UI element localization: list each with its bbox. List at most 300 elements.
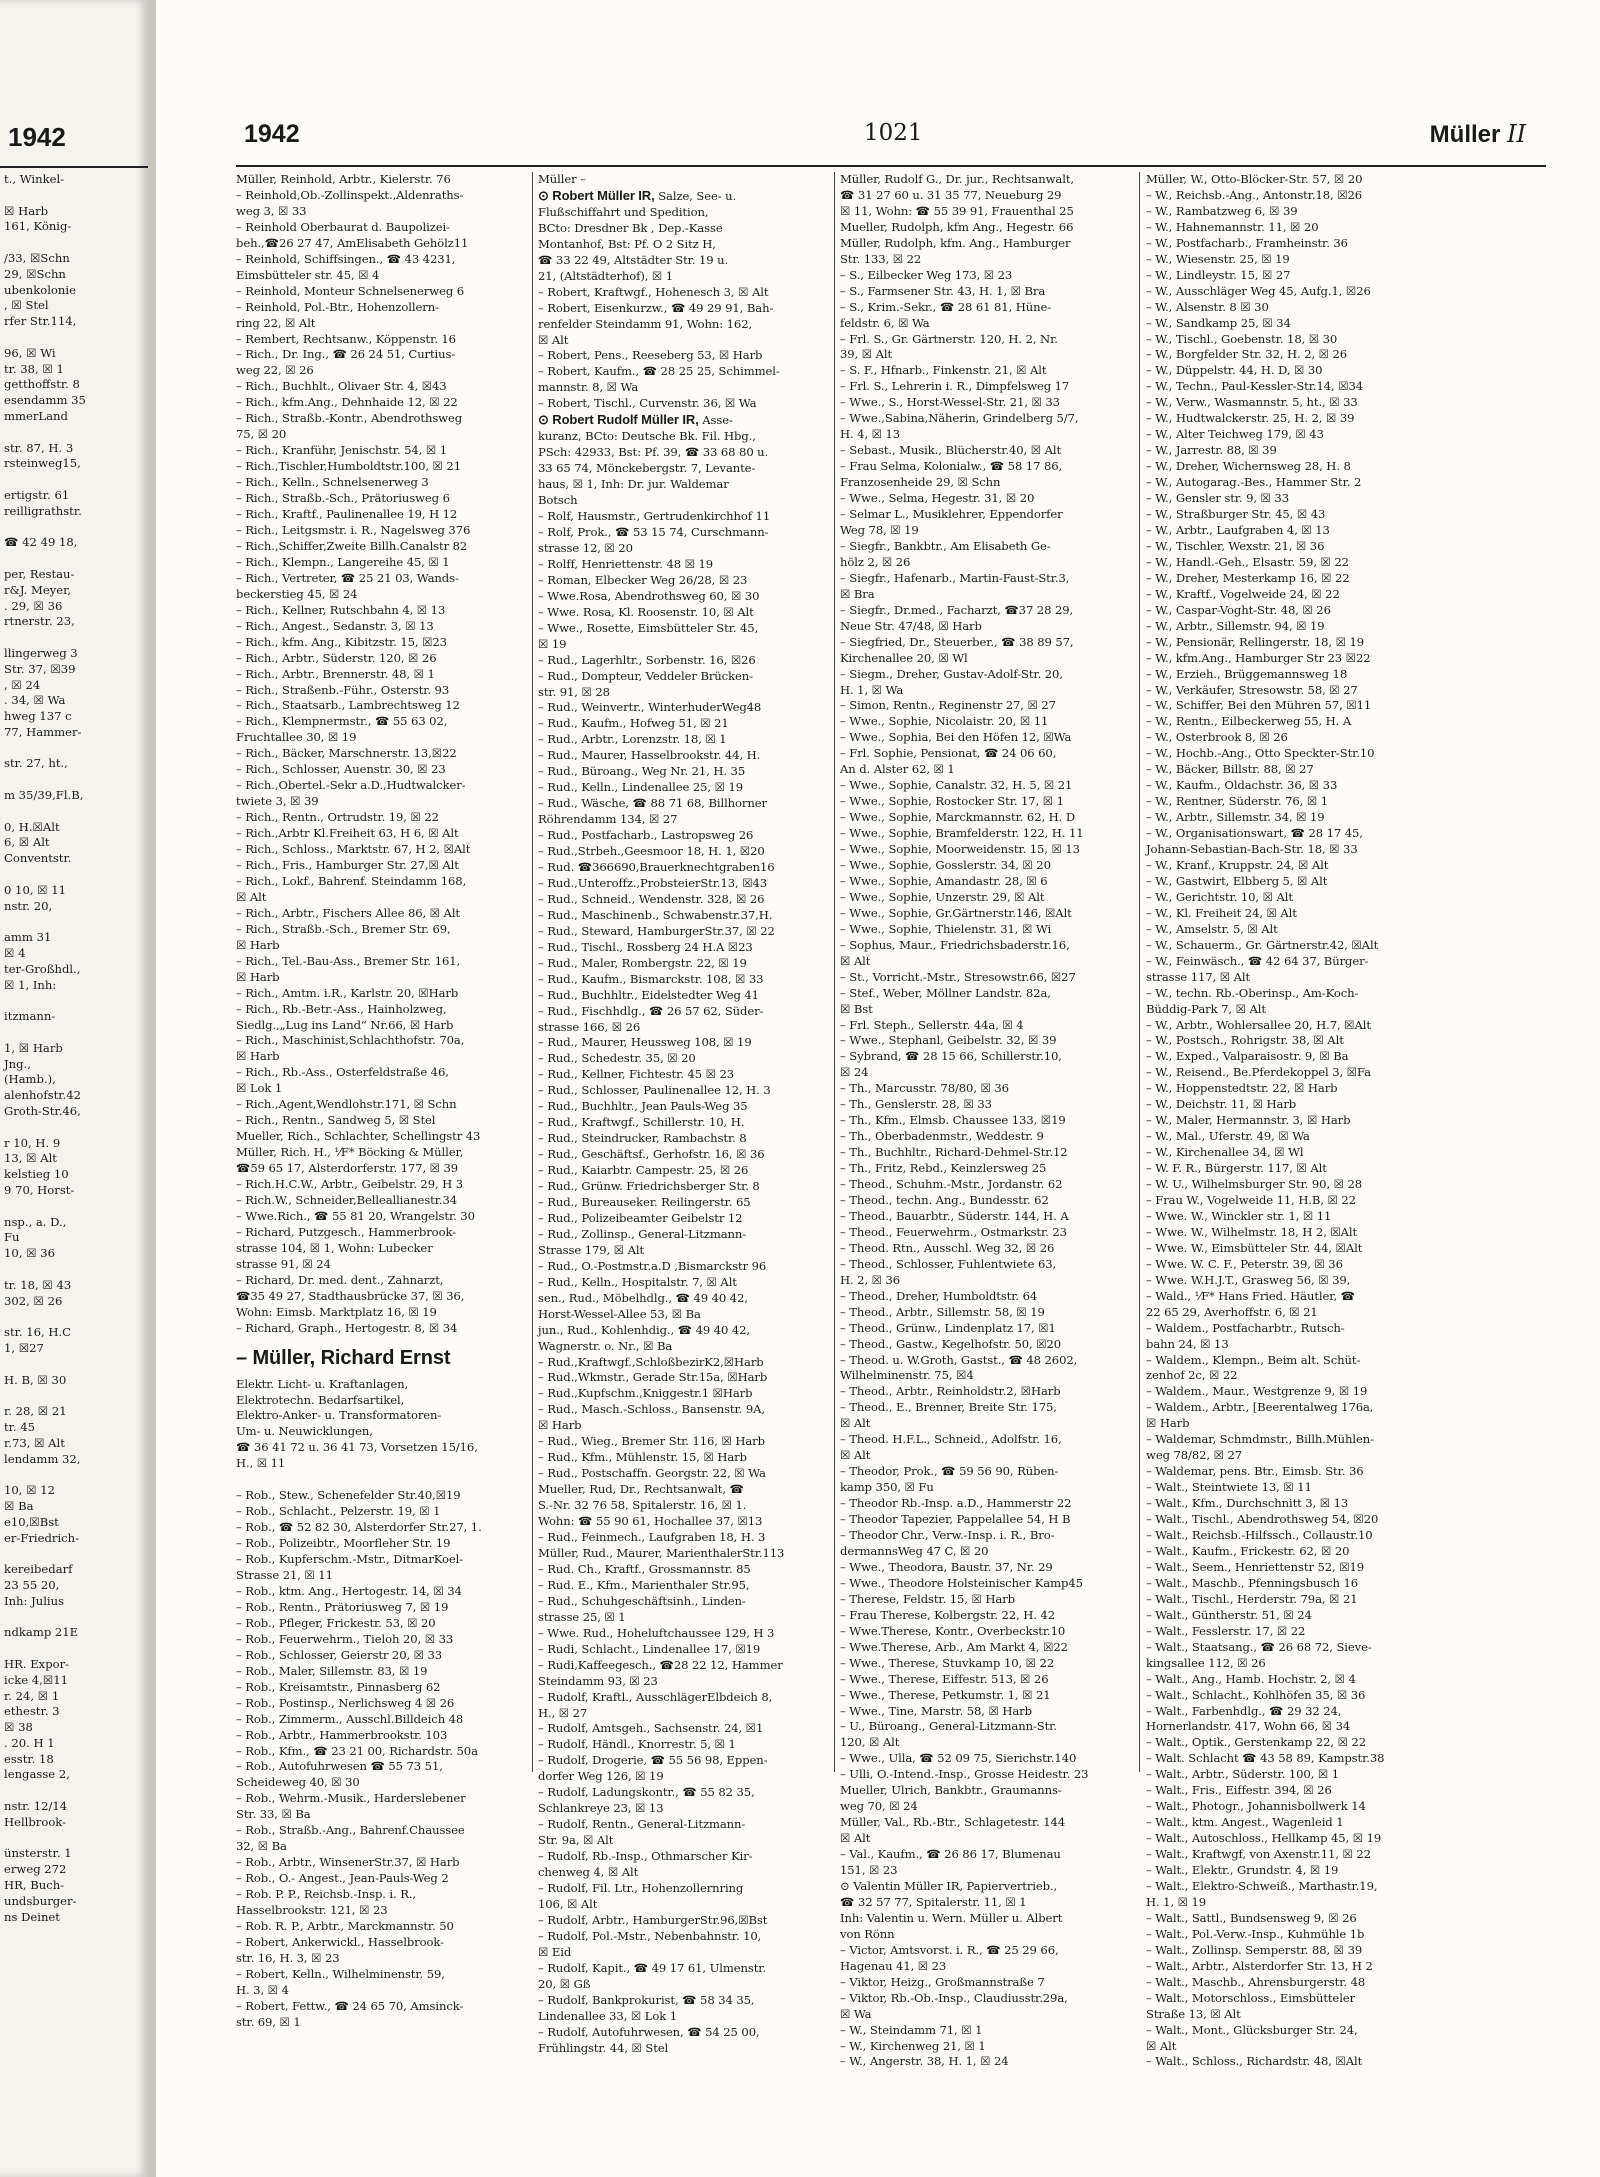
directory-entry-line: Müller, Reinhold, Arbtr., Kielerstr. 76: [236, 172, 451, 186]
directory-entry-line: – W., Kaufm., Oldachstr. 36, ☒ 33: [1146, 778, 1338, 793]
directory-entry-line: – Rudolf, Händl., Knorrestr. 5, ☒ 1: [538, 1737, 736, 1752]
directory-entry-line: – W., Dreher, Wichernsweg 28, H. 8: [1146, 459, 1351, 474]
directory-entry-line: – W., Rentn., Eilbeckerweg 55, H. A: [1146, 714, 1352, 729]
directory-entry-line: – Waldemar, pens. Btr., Eimsb. Str. 36: [1146, 1464, 1364, 1479]
directory-entry-line: – Walt., Kaufm., Frickestr. 62, ☒ 20: [1146, 1543, 1350, 1558]
directory-entry-line: – Rud.,Wkmstr., Gerade Str.15a, ☒Harb: [538, 1370, 768, 1385]
directory-entry-line: – W., Sandkamp 25, ☒ 34: [1146, 315, 1291, 330]
directory-entry-line: – W., Dreher, Mesterkamp 16, ☒ 22: [1146, 570, 1350, 585]
directory-entry-line: ☒ Alt: [538, 332, 569, 347]
facing-page-line: m 35/39,Fl.B,: [4, 788, 84, 803]
column-divider: [834, 172, 835, 1772]
directory-entry-line: H. 1, ☒ Wa: [840, 682, 904, 697]
directory-entry-line: jun., Rud., Kohlenhdig., ☎ 49 40 42,: [538, 1322, 751, 1337]
directory-entry-line: – Rich., Tel.-Bau-Ass., Bremer Str. 161,: [236, 953, 461, 968]
facing-page-line: Inh: Julius: [4, 1593, 65, 1608]
directory-entry-line: – Rud.,Kraftwgf.,SchloßbezirK2,☒Harb: [538, 1354, 764, 1369]
facing-page-line: . 34, ☒ Wa: [4, 693, 66, 708]
facing-page-line: ubenkolonie: [4, 282, 76, 297]
directory-entry-line: – Rich., Klempnermstr., ☎ 55 63 02,: [236, 714, 448, 729]
directory-entry-line: ☒ 11, Wohn: ☎ 55 39 91, Frauenthal 25: [840, 203, 1074, 218]
directory-entry-line: feldstr. 6, ☒ Wa: [840, 315, 930, 330]
column-1: [236, 172, 528, 2029]
facing-page-line: [4, 1610, 144, 1626]
directory-entry-line: – Rob., Feuerwehrm., Tieloh 20, ☒ 33: [236, 1631, 454, 1646]
directory-entry-line: bahn 24, ☒ 13: [1146, 1336, 1229, 1351]
directory-entry-line: – Rud., Bureauseker. Reilingerstr. 65: [538, 1195, 751, 1209]
facing-page-line: [4, 235, 144, 251]
facing-page-line: [4, 867, 144, 883]
directory-entry-line: – Wwe.,Sabina,Näherin, Grindelberg 5/7,: [840, 411, 1079, 426]
directory-entry-line: – Rud. ☎366690,Brauerknechtgraben16: [538, 859, 775, 874]
facing-page-line: ertigstr. 61: [4, 487, 70, 502]
directory-entry-line: Hagenau 41, ☒ 23: [840, 1958, 947, 1973]
directory-entry-line: – W., Reichsb.-Ang., Antonstr.18, ☒26: [1146, 187, 1363, 202]
facing-page-line: kelstieg 10: [4, 1167, 69, 1182]
directory-entry-line: – Rudi,Kaffeegesch., ☎28 22 12, Hammer: [538, 1657, 783, 1672]
facing-page-line: hweg 137 c: [4, 709, 72, 724]
directory-entry-line: ☒ 19: [538, 636, 567, 651]
directory-entry-line: – Wwe., Sophie, Rostocker Str. 17, ☒ 1: [840, 794, 1064, 809]
directory-entry-line: – Rich., Arbtr., Fischers Allee 86, ☒ Alt: [236, 905, 460, 920]
directory-entry-line: – Walt., Kfm., Durchschnitt 3, ☒ 13: [1146, 1496, 1349, 1511]
directory-entry-line: – Rudolf, Pol.-Mstr., Nebenbahnstr. 10,: [538, 1928, 762, 1943]
directory-entry-line: – Rich., Rb.-Ass., Osterfeldstraße 46,: [236, 1065, 449, 1080]
directory-entry-line: – S., Krim.-Sekr., ☎ 28 61 81, Hüne-: [840, 299, 1052, 314]
directory-entry-line: ☒ Harb: [236, 969, 280, 984]
directory-entry-line: – Wwe. W., Wilhelmstr. 18, H 2, ☒Alt: [1146, 1224, 1358, 1239]
page-number: 1021: [864, 120, 923, 146]
directory-entry-line: – Robert, Eisenkurzw., ☎ 49 29 91, Bah-: [538, 300, 774, 315]
directory-entry-line: – Rudi, Schlacht., Lindenallee 17, ☒19: [538, 1641, 761, 1656]
directory-entry-line: – Theodor, Prok., ☎ 59 56 90, Rüben-: [840, 1464, 1059, 1479]
directory-entry-line: – Wald., ⅟F* Hans Fried. Häutler, ☎: [1146, 1288, 1355, 1303]
directory-entry-line: – Rud., Wäsche, ☎ 88 71 68, Billhorner: [538, 796, 767, 811]
directory-entry-line: – Stef., Weber, Möllner Landstr. 82a,: [840, 985, 1051, 1000]
directory-entry-line: – Wwe., Sophie, Marckmannstr. 62, H. D: [840, 810, 1076, 825]
directory-entry-line: – W., Verkäufer, Stresowstr. 58, ☒ 27: [1146, 682, 1358, 697]
facing-page-line: er-Friedrich-: [4, 1530, 80, 1545]
directory-entry-line: Botsch: [538, 493, 578, 508]
facing-page-line: Hellbrook-: [4, 1814, 67, 1829]
directory-entry-line: – Walt., Tischl., Herderstr. 79a, ☒ 21: [1146, 1591, 1358, 1606]
directory-entry-line: – Rolff, Henriettenstr. 48 ☒ 19: [538, 556, 714, 571]
facing-page-line: reilligrathstr.: [4, 503, 82, 518]
directory-entry-line: – S., Eilbecker Weg 173, ☒ 23: [840, 267, 1013, 282]
book-gutter: [148, 0, 156, 2177]
directory-entry-line: – W. F. R., Bürgerstr. 117, ☒ Alt: [1146, 1161, 1327, 1176]
directory-entry-line: Str. 133, ☒ 22: [840, 251, 922, 266]
directory-entry-line: – Frl. S., Gr. Gärtnerstr. 120, H. 2, Nr.: [840, 331, 1058, 346]
directory-entry-line: – Rud., Büroang., Weg Nr. 21, H. 35: [538, 764, 746, 779]
directory-entry-line: – Rud., Maurer, Heussweg 108, ☒ 19: [538, 1035, 752, 1050]
directory-entry-line: – Rich., Kranführ, Jenischstr. 54, ☒ 1: [236, 443, 448, 458]
facing-page-line: [4, 630, 144, 646]
header-rule: [236, 165, 1546, 167]
directory-entry-line: – W., Reisend., Be.Pferdekoppel 3, ☒Fa: [1146, 1065, 1371, 1080]
directory-entry-line: – W., Bäcker, Billstr. 88, ☒ 27: [1146, 762, 1314, 777]
directory-entry-line: ☒ Harb: [236, 937, 280, 952]
facing-page-line: amm 31: [4, 930, 52, 945]
directory-entry-line: – Siegm., Dreher, Gustav-Adolf-Str. 20,: [840, 666, 1063, 681]
directory-entry-line: 39, ☒ Alt: [840, 347, 893, 362]
directory-entry-line: ☎ 36 41 72 u. 36 41 73, Vorsetzen 15/16,: [236, 1440, 478, 1455]
directory-entry-line: – Rich., Staatsarb., Lambrechtsweg 12: [236, 698, 460, 713]
directory-entry-line: – Wwe. W., Winckler str. 1, ☒ 11: [1146, 1208, 1332, 1223]
directory-entry-line: – Theod. u. W.Groth, Gastst., ☎ 48 2602,: [840, 1352, 1078, 1367]
directory-entry-line: – Walt., Arbtr., Süderstr. 100, ☒ 1: [1146, 1767, 1339, 1782]
directory-entry-line: Weg 78, ☒ 19: [840, 522, 919, 537]
directory-entry-line: ☒ Bra: [840, 586, 875, 601]
column-divider: [532, 172, 533, 1772]
directory-entry-line: – Rud., Lagerhltr., Sorbenstr. 16, ☒26: [538, 652, 756, 667]
directory-entry-line: 20, ☒ Gß: [538, 1976, 591, 1991]
directory-entry-line: Flußschiffahrt und Spedition,: [538, 204, 709, 219]
directory-entry-line: – Rob., Postinsp., Nerlichsweg 4 ☒ 26: [236, 1695, 455, 1710]
directory-entry-line: – Wwe., Sophie, Amandastr. 28, ☒ 6: [840, 873, 1048, 888]
directory-entry-line: – Walt., Elektro-Schweiß., Marthastr.19,: [1146, 1878, 1378, 1893]
directory-entry-line: – Walt., Fesslerstr. 17, ☒ 22: [1146, 1623, 1306, 1638]
directory-entry-line: – Wwe. W.H.J.T., Grasweg 56, ☒ 39,: [1146, 1272, 1351, 1287]
directory-entry-line: – W., Organisationswart, ☎ 28 17 45,: [1146, 826, 1363, 841]
directory-entry-line: – W., Hoppenstedtstr. 22, ☒ Harb: [1146, 1081, 1338, 1096]
directory-entry-line: Wohn: ☎ 55 90 61, Hochallee 37, ☒13: [538, 1514, 763, 1529]
directory-entry-line: – Rud., Weinvertr., WinterhuderWeg48: [538, 700, 762, 715]
directory-entry-line: – Rich., Straßb.-Sch., Prätoriusweg 6: [236, 491, 450, 506]
facing-page-line: icke 4,☒11: [4, 1672, 68, 1687]
directory-entry-line: – Rud.,Kupfschm.,Kniggestr.1 ☒Harb: [538, 1386, 753, 1401]
directory-entry-line: – Theod., Dreher, Humboldtstr. 64: [840, 1288, 1038, 1303]
directory-entry-line: S.-Nr. 32 76 58, Spitalerstr. 16, ☒ 1.: [538, 1498, 747, 1513]
directory-entry-line: – W., Verw., Wasmannstr. 5, ht., ☒ 33: [1146, 395, 1358, 410]
facing-page-line: nstr. 12/14: [4, 1799, 68, 1814]
directory-entry-line: – Wwe.Rosa, Abendrothsweg 60, ☒ 30: [538, 588, 760, 603]
directory-entry-line: – W., Gastwirt, Elbberg 5, ☒ Alt: [1146, 873, 1328, 888]
directory-entry-line: weg 78/82, ☒ 27: [1146, 1448, 1243, 1463]
directory-entry-line: – Rud., Kaufm., Bismarckstr. 108, ☒ 33: [538, 971, 764, 986]
directory-entry-line: – W., Alsenstr. 8 ☒ 30: [1146, 299, 1269, 314]
directory-entry-line: – W., Hochb.-Ang., Otto Speckter-Str.10: [1146, 746, 1375, 761]
directory-entry-line: str. 16, H. 3, ☒ 23: [236, 1950, 340, 1965]
directory-entry-line: – W., Straßburger Str. 45, ☒ 43: [1146, 507, 1326, 522]
facing-page-line: tr. 38, ☒ 1: [4, 361, 64, 376]
directory-entry-line: – Rolf, Hausmstr., Gertrudenkirchhof 11: [538, 509, 771, 524]
directory-entry-line: 21, (Altstädterhof), ☒ 1: [538, 268, 674, 283]
directory-entry-line: – Sophus, Maur., Friedrichsbaderstr.16,: [840, 937, 1070, 952]
directory-entry-line: – Rud., Geschäftsf., Gerhofstr. 16, ☒ 36: [538, 1147, 765, 1162]
directory-entry-line: mannstr. 8, ☒ Wa: [538, 380, 639, 395]
facing-page-line: 1, ☒27: [4, 1340, 44, 1355]
directory-entry-line: – W., Kirchenallee 34, ☒ Wl: [1146, 1145, 1304, 1160]
directory-entry-line: dorfer Weg 126, ☒ 19: [538, 1769, 664, 1784]
directory-entry-line: Um- u. Neuwicklungen,: [236, 1424, 373, 1439]
directory-entry-line: – Rud., Feinmech., Laufgraben 18, H. 3: [538, 1530, 766, 1545]
directory-entry-line: strasse 12, ☒ 20: [538, 540, 633, 555]
directory-entry-line: – S., Farmsener Str. 43, H. 1, ☒ Bra: [840, 283, 1046, 298]
directory-entry-line: – Walt., Photogr., Johannisbollwerk 14: [1146, 1799, 1366, 1814]
directory-entry-line: – Theodor Tapezier, Pappelallee 54, H B: [840, 1512, 1071, 1527]
directory-entry-line: – W., Ausschläger Weg 45, Aufg.1, ☒26: [1146, 283, 1371, 298]
directory-entry-line: – Walt., Motorschloss., Eimsbütteler: [1146, 1990, 1356, 2005]
directory-entry-line: – Theod., Arbtr., Reinholdstr.2, ☒Harb: [840, 1384, 1061, 1399]
facing-page-line: llingerweg 3: [4, 645, 78, 660]
directory-entry-line: – Rich., Schloss., Marktstr. 67, H 2, ☒Alt: [236, 842, 471, 857]
directory-entry-line: – Rob., Stew., Schenefelder Str.40,☒19: [236, 1488, 461, 1503]
directory-entry-line: – Reinhold, Pol.-Btr., Hohenzollern-: [236, 299, 439, 314]
directory-entry-line: – Walt., Seem., Henriettenstr 52, ☒19: [1146, 1559, 1365, 1574]
facing-page-line: , ☒ Stel: [4, 298, 49, 313]
facing-page-line: [4, 1546, 144, 1562]
facing-page-line: [4, 741, 144, 757]
directory-entry-line: – Waldem., Maur., Westgrenze 9, ☒ 19: [1146, 1384, 1368, 1399]
directory-entry-line: strasse 91, ☒ 24: [236, 1256, 331, 1271]
directory-entry-line: – Rich.,Arbtr Kl.Freiheit 63, H 6, ☒ Alt: [236, 826, 459, 841]
facing-page-rule: [0, 166, 148, 168]
directory-entry-line: – W., Kirchenweg 21, ☒ 1: [840, 2038, 986, 2053]
directory-entry-line: – Val., Kaufm., ☎ 26 86 17, Blumenau: [840, 1847, 1061, 1862]
directory-entry-line: – Waldem., Postfacharbtr., Rutsch-: [1146, 1320, 1345, 1335]
directory-entry-line: – Frl. Steph., Sellerstr. 44a, ☒ 4: [840, 1017, 1024, 1032]
directory-entry-line: Wagnerstr. o. Nr., ☒ Ba: [538, 1338, 673, 1353]
directory-entry-line: – W., Arbtr., Laufgraben 4, ☒ 13: [1146, 522, 1330, 537]
directory-entry-line: – Richard, Dr. med. dent., Zahnarzt,: [236, 1272, 444, 1287]
directory-entry-line: Frühlingstr. 44, ☒ Stel: [538, 2040, 669, 2055]
directory-entry-line: – Rud., Kraftwgf., Schillerstr. 10, H.: [538, 1115, 745, 1130]
directory-entry-line: Müller, Val., Rb.-Btr., Schlagetestr. 144: [840, 1815, 1066, 1830]
directory-entry-line: strasse 104, ☒ 1, Wohn: Lubecker: [236, 1240, 433, 1255]
directory-entry-line: – Rud., Kelln., Lindenallee 25, ☒ 19: [538, 780, 744, 795]
directory-entry-line: Scheideweg 40, ☒ 30: [236, 1775, 360, 1790]
facing-page-line: [4, 1357, 144, 1373]
directory-entry-line: – W., Angerstr. 38, H. 1, ☒ 24: [840, 2054, 1009, 2069]
directory-entry-line: – Viktor, Rb.-Ob.-Insp., Claudiusstr.29a,: [840, 1990, 1068, 2005]
directory-entry-line: Müller, Rud., Maurer, MarienthalerStr.113: [538, 1545, 785, 1560]
directory-entry-line: – W., Rambatzweg 6, ☒ 39: [1146, 203, 1298, 218]
directory-entry-line: – Richard, Putzgesch., Hammerbrook-: [236, 1224, 456, 1239]
directory-entry-line: – Rudolf, Kapit., ☎ 49 17 61, Ulmenstr.: [538, 1960, 767, 1975]
directory-entry-line: – Rud., Polizeibeamter Geibelstr 12: [538, 1210, 743, 1225]
directory-entry-line: – Wwe., Theodore Holsteinischer Kamp45: [840, 1575, 1083, 1590]
directory-entry-line: – Reinhold, Schiffsingen., ☎ 43 4231,: [236, 251, 456, 266]
facing-page-line: ünsterstr. 1: [4, 1846, 72, 1861]
directory-entry-line: – Rud., Steward, HamburgerStr.37, ☒ 22: [538, 923, 775, 938]
directory-entry-line: Strasse 21, ☒ 11: [236, 1568, 333, 1583]
directory-entry-line: – Rud.,Strbeh.,Geesmoor 18, H. 1, ☒20: [538, 844, 765, 859]
directory-entry-line: – Rich., Dr. Ing., ☎ 26 24 51, Curtius-: [236, 347, 456, 362]
directory-entry-line: – Richard, Graph., Hertogestr. 8, ☒ 34: [236, 1320, 458, 1335]
directory-entry-line: – W., Tischl., Goebenstr. 18, ☒ 30: [1146, 331, 1338, 346]
directory-entry-line: – Viktor, Heizg., Großmannstraße 7: [840, 1974, 1045, 1989]
directory-entry-line: – Rob., Maler, Sillemstr. 83, ☒ 19: [236, 1663, 428, 1678]
directory-entry-line: Müller, Rich. H., ⅟F* Böcking & Müller,: [236, 1145, 464, 1160]
facing-page-line: Fu: [4, 1230, 20, 1245]
directory-entry-line: Strasse 179, ☒ Alt: [538, 1242, 645, 1257]
directory-entry-line: – Waldem., Klempn., Beim alt. Schüt-: [1146, 1352, 1361, 1367]
directory-entry-line: Müller –: [538, 172, 586, 186]
directory-entry-line: – Walt., Fris., Eiffestr. 394, ☒ 26: [1146, 1783, 1332, 1798]
directory-entry-line: strasse 117, ☒ Alt: [1146, 969, 1251, 984]
directory-entry-line: – Rud., Maler, Rombergstr. 22, ☒ 19: [538, 955, 747, 970]
directory-entry-line: – Wwe., Sophie, Unzerstr. 29, ☒ Alt: [840, 889, 1045, 904]
directory-entry-line: – Rob., Schlacht., Pelzerstr. 19, ☒ 1: [236, 1504, 441, 1519]
directory-entry-line: – Th., Genslerstr. 28, ☒ 33: [840, 1097, 992, 1112]
directory-entry-line: – Rich., Rb.-Betr.-Ass., Hainholzweg,: [236, 1001, 447, 1016]
firm-name: ⊙ Robert Müller IR,: [538, 187, 655, 203]
directory-entry-line: – Wwe., Sophia, Bei den Höfen 12, ☒Wa: [840, 730, 1072, 745]
directory-entry-line: ☒ Harb: [1146, 1416, 1190, 1431]
facing-page-line: ndkamp 21E: [4, 1625, 79, 1640]
directory-entry-line: Neue Str. 47/48, ☒ Harb: [840, 618, 982, 633]
directory-entry-line: – Frau Therese, Kolbergstr. 22, H. 42: [840, 1607, 1055, 1622]
firm-details: Asse-: [698, 413, 733, 428]
directory-entry-line: – W., Maler, Hermannstr. 3, ☒ Harb: [1146, 1113, 1351, 1128]
directory-entry-line: – Wwe., Sophie, Gr.Gärtnerstr.146, ☒Alt: [840, 905, 1072, 920]
facing-page-line: 0 10, ☒ 11: [4, 882, 67, 897]
section-number: II: [1507, 120, 1526, 148]
directory-entry-line: ring 22, ☒ Alt: [236, 315, 316, 330]
directory-entry-line: – Rud.,Unteroffz.,ProbsteierStr.13, ☒43: [538, 875, 768, 890]
facing-page-line: 10, ☒ 12: [4, 1483, 55, 1498]
directory-entry-line: ☒ Alt: [840, 953, 871, 968]
directory-entry-line: Kirchenallee 20, ☒ Wl: [840, 650, 968, 665]
directory-entry-line: str. 91, ☒ 28: [538, 684, 610, 699]
directory-entry-line: – Rud., Kfm., Mühlenstr. 15, ☒ Harb: [538, 1450, 747, 1465]
directory-entry-line: Siedlg.,„Lug ins Land“ Nr.66, ☒ Harb: [236, 1017, 454, 1032]
running-name-text: Müller: [1429, 121, 1501, 148]
directory-entry-line: – W., Tischler, Wexstr. 21, ☒ 36: [1146, 538, 1325, 553]
running-head: [244, 120, 1544, 160]
directory-entry-line: dermannsWeg 47 C, ☒ 20: [840, 1543, 989, 1558]
directory-entry-line: weg 70, ☒ 24: [840, 1799, 918, 1814]
facing-page-line: 13, ☒ Alt: [4, 1151, 57, 1166]
directory-entry-line: – Walt., Pol.-Verw.-Insp., Kuhmühle 1b: [1146, 1926, 1365, 1941]
facing-page-line: Groth-Str.46,: [4, 1104, 81, 1119]
directory-entry-line: – Rich., Amtm. i.R., Karlstr. 20, ☒Harb: [236, 985, 459, 1000]
directory-entry-line: – Walt., Arbtr., Alsterdorfer Str. 13, H 2: [1146, 1958, 1373, 1973]
facing-page-line: str. 27, ht.,: [4, 756, 68, 771]
directory-entry-line: Elektr. Licht- u. Kraftanlagen,: [236, 1376, 409, 1391]
directory-entry-line: kingsallee 112, ☒ 26: [1146, 1655, 1266, 1670]
directory-entry-line: – Theod. Rtn., Ausschl. Weg 32, ☒ 26: [840, 1240, 1055, 1255]
directory-entry-line: – Frl. Sophie, Pensionat, ☎ 24 06 60,: [840, 746, 1057, 761]
column-3: [840, 172, 1132, 2069]
directory-entry-line: – Walt., Mont., Glücksburger Str. 24,: [1146, 2022, 1358, 2037]
directory-entry-line: – W., Borgfelder Str. 32, H. 2, ☒ 26: [1146, 347, 1348, 362]
directory-entry-line: – Walt., Kraftwgf, von Axenstr.11, ☒ 22: [1146, 1847, 1371, 1862]
directory-entry-line: – Rich., Kelln., Schnelsenerweg 3: [236, 475, 429, 490]
directory-entry-line: Mueller, Rich., Schlachter, Schellingstr 43: [236, 1129, 481, 1144]
directory-entry-line: Röhrendamm 134, ☒ 27: [538, 812, 678, 827]
directory-entry-line: ⊙ Valentin Müller IR, Papiervertrieb.,: [840, 1878, 1058, 1893]
directory-entry-line: – Wwe., Theodora, Baustr. 37, Nr. 29: [840, 1559, 1053, 1574]
directory-entry-line: – W., Handl.-Geh., Elsastr. 59, ☒ 22: [1146, 554, 1349, 569]
directory-entry-line: H. 4, ☒ 13: [840, 427, 901, 442]
facing-page-line: [4, 1025, 144, 1041]
directory-entry-line: – Rich.H.C.W., Arbtr., Geibelstr. 29, H 3: [236, 1177, 464, 1192]
directory-entry-line: – Robert, Kelln., Wilhelminenstr. 59,: [236, 1966, 445, 1981]
directory-entry-line: chenweg 4, ☒ Alt: [538, 1865, 639, 1880]
facing-page-line: mmerLand: [4, 408, 68, 423]
facing-page-line: str. 87, H. 3: [4, 440, 74, 455]
directory-entry-line: Horst-Wessel-Allee 53, ☒ Ba: [538, 1306, 701, 1321]
directory-entry-line: Lindenallee 33, ☒ Lok 1: [538, 2008, 678, 2023]
directory-entry-line: – Rud., Buchhltr., Eidelstedter Weg 41: [538, 987, 759, 1002]
directory-entry-line: – Rob. P. P., Reichsb.-Insp. i. R.,: [236, 1887, 417, 1902]
directory-entry-line: – Wwe., Sophie, Nicolaistr. 20, ☒ 11: [840, 714, 1049, 729]
directory-entry-line: – Rich.,Agent,Wendlohstr.171, ☒ Schn: [236, 1097, 457, 1112]
directory-entry-line: – Robert, Ankerwickl., Hasselbrook-: [236, 1934, 444, 1949]
column-2: [538, 172, 830, 2055]
facing-page-line: getthoffstr. 8: [4, 377, 80, 392]
directory-entry-line: – W., Autogarag.-Bes., Hammer Str. 2: [1146, 475, 1362, 490]
directory-entry-line: – Rich., Kellner, Rutschbahn 4, ☒ 13: [236, 602, 446, 617]
facing-page-line: [4, 425, 144, 441]
directory-entry-line: – Rob., Rentn., Prätoriusweg 7, ☒ 19: [236, 1599, 449, 1614]
directory-entry-line: – Wwe., Therese, Petkumstr. 1, ☒ 21: [840, 1687, 1051, 1702]
facing-page-line: ☒ Harb: [4, 203, 49, 218]
directory-entry-line: – Rich., Rentn., Sandweg 5, ☒ Stel: [236, 1113, 436, 1128]
directory-entry-line: – Rud., Maurer, Hasselbrookstr. 44, H.: [538, 748, 761, 763]
directory-entry-line: – W., Schauerm., Gr. Gärtnerstr.42, ☒Alt: [1146, 937, 1379, 952]
directory-entry-line: – Rob., Pfleger, Frickestr. 53, ☒ 20: [236, 1615, 436, 1630]
directory-entry-line: Eimsbütteler str. 45, ☒ 4: [236, 267, 380, 282]
directory-entry-line: strasse 25, ☒ 1: [538, 1609, 626, 1624]
directory-entry-line: – Wwe., Sophie, Thielenstr. 31, ☒ Wi: [840, 921, 1052, 936]
directory-entry-line: Straße 13, ☒ Alt: [1146, 2006, 1241, 2021]
directory-entry-line: – Rud., Schneid., Wendenstr. 328, ☒ 26: [538, 891, 765, 906]
directory-entry-line: – Wwe. W., Eimsbütteler Str. 44, ☒Alt: [1146, 1240, 1363, 1255]
facing-page-line: ☎ 42 49 18,: [4, 535, 78, 550]
directory-entry-line: – W., Exped., Valparaisostr. 9, ☒ Ba: [1146, 1049, 1349, 1064]
directory-entry-line: – Theod., Feuerwehrm., Ostmarkstr. 23: [840, 1224, 1067, 1239]
facing-page-line: H. B, ☒ 30: [4, 1372, 67, 1387]
directory-entry-line: – Wwe., Sophie, Moorweidenstr. 15, ☒ 13: [840, 842, 1080, 857]
facing-page-line: 302, ☒ 26: [4, 1293, 63, 1308]
facing-page-line: [4, 993, 144, 1009]
facing-page-line: t., Winkel-: [4, 172, 65, 186]
directory-entry-line: – Theod., Grünw., Lindenplatz 17, ☒1: [840, 1320, 1056, 1335]
facing-page-line: r&J. Meyer,: [4, 582, 72, 597]
directory-entry-line: – Wwe. W. C. F., Peterstr. 39, ☒ 36: [1146, 1256, 1343, 1271]
directory-entry-line: Müller, W., Otto-Blöcker-Str. 57, ☒ 20: [1146, 172, 1363, 186]
directory-entry-line: – Victor, Amtsvorst. i. R., ☎ 25 29 66,: [840, 1942, 1059, 1957]
facing-page-line: itzmann-: [4, 1009, 56, 1024]
facing-page-line: ☒ 38: [4, 1720, 33, 1735]
directory-entry-line: – Walt., Optik., Gerstenkamp 22, ☒ 22: [1146, 1735, 1366, 1750]
facing-page-line: [4, 1120, 144, 1136]
directory-entry-line: – Reinhold,Ob.-Zollinspekt.,Aldenraths-: [236, 187, 464, 202]
facing-page-line: 23 55 20,: [4, 1577, 60, 1592]
facing-page-line: 0, H.☒Alt: [4, 819, 60, 834]
facing-page-line: [4, 1467, 144, 1483]
directory-entry-line: – Wwe., S., Horst-Wessel-Str. 21, ☒ 33: [840, 395, 1060, 410]
directory-entry-line: – W., Arbtr., Sillemstr. 34, ☒ 19: [1146, 810, 1325, 825]
directory-entry-line: – Rembert, Rechtsanw., Köppenstr. 16: [236, 331, 456, 346]
directory-page: [156, 0, 1600, 2177]
directory-entry-line: Mueller, Ulrich, Bankbtr., Graumanns-: [840, 1783, 1062, 1798]
directory-entry-line: – Theodor Chr., Verw.-Insp. i. R., Bro-: [840, 1528, 1055, 1543]
directory-entry-line: – Rich., kfm.Ang., Dehnhaide 12, ☒ 22: [236, 395, 458, 410]
directory-entry-line: Wilhelminenstr. 75, ☒4: [840, 1368, 974, 1383]
directory-entry-line: – Rud., Schuhgeschäftsinh., Linden-: [538, 1593, 746, 1608]
directory-entry-line: – W., Arbtr., Wohlersallee 20, H.7, ☒Alt: [1146, 1017, 1371, 1032]
directory-entry-line: – Rich., Maschinist,Schlachthofstr. 70a,: [236, 1033, 465, 1048]
directory-entry-line: – Walt., Schloss., Richardstr. 48, ☒Alt: [1146, 2054, 1363, 2069]
directory-entry-line: – Wwe., Ulla, ☎ 52 09 75, Sierichstr.140: [840, 1751, 1077, 1766]
directory-entry-line: – S. F., Hfnarb., Finkenstr. 21, ☒ Alt: [840, 363, 1047, 378]
facing-page-line: 96, ☒ Wi: [4, 345, 56, 360]
directory-entry-line: – Wwe., Sophie, Gosslerstr. 34, ☒ 20: [840, 857, 1051, 872]
